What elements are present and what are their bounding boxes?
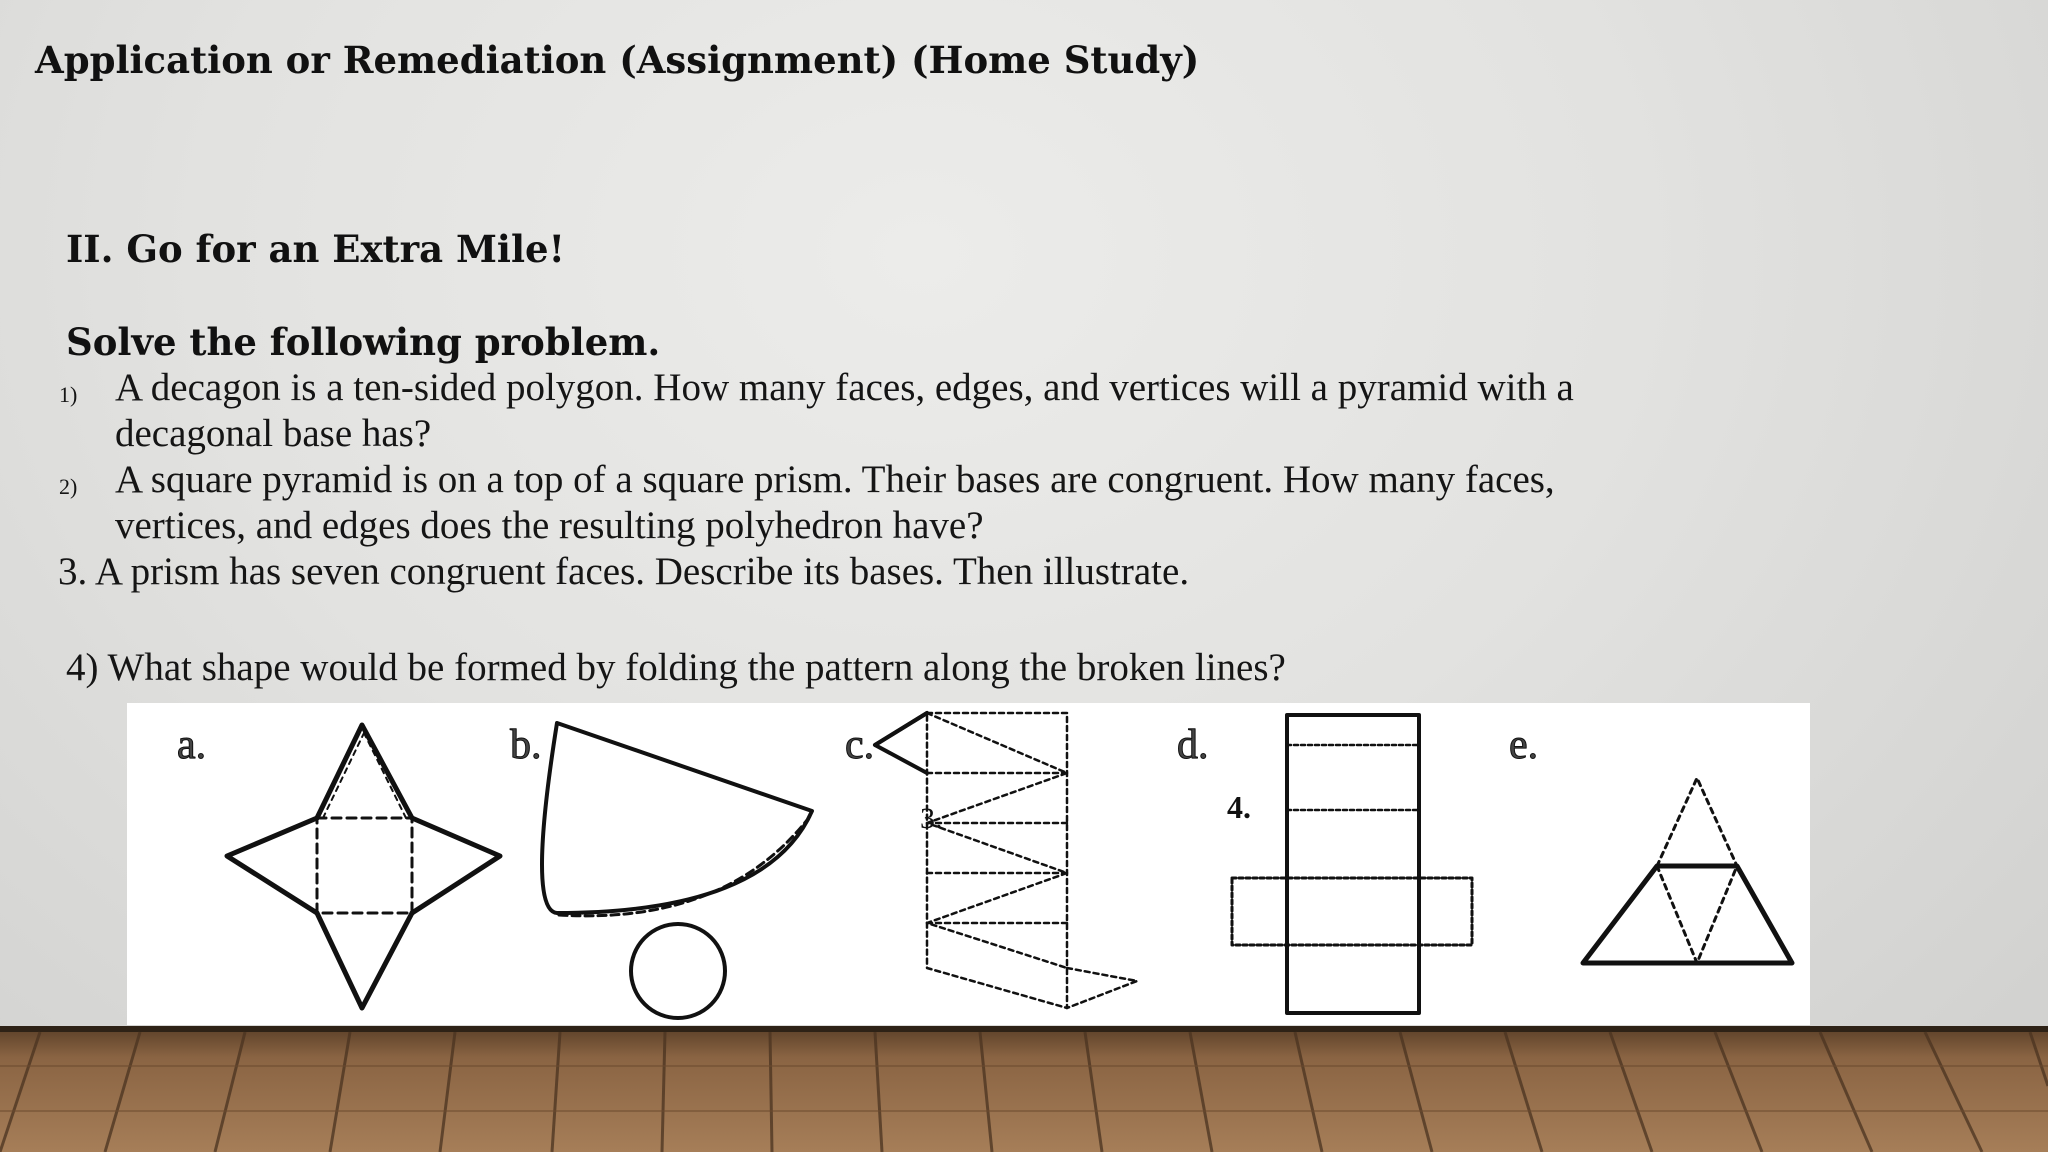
wood-floor: [0, 1026, 2048, 1152]
problem-4: 4) What shape would be formed by folding the pattern along the broken lines?: [66, 646, 1286, 689]
cone-net: [542, 723, 812, 1018]
nets-drawing: [127, 703, 1810, 1025]
slide-title: Application or Remediation (Assignment) (Home Study): [35, 38, 1200, 82]
rectangular-prism-net: [1232, 715, 1472, 1013]
label-d: d.: [1177, 722, 1209, 768]
problem-1-line-1: A decagon is a ten-sided polygon. How many faces, edges, and vertices will a pyramid with a: [115, 366, 1574, 409]
problem-1-line-2: decagonal base has?: [115, 412, 432, 455]
label-e: e.: [1509, 722, 1539, 768]
problem-1-number: 1): [59, 382, 78, 407]
section-heading: II. Go for an Extra Mile!: [66, 227, 565, 271]
problem-2-number: 2): [59, 474, 78, 499]
problem-3: 3. A prism has seven congruent faces. Describe its bases. Then illustrate.: [58, 550, 1190, 593]
tetrahedron-net: [1583, 778, 1792, 963]
instruction: Solve the following problem.: [66, 320, 661, 364]
label-a: a.: [177, 722, 207, 768]
problem-2-line-2: vertices, and edges does the resulting polyhedron have?: [115, 504, 984, 547]
nets-figure: [127, 703, 1810, 1025]
problem-2-line-1: A square pyramid is on a top of a square prism. Their bases are congruent. How many faces,: [115, 458, 1555, 501]
square-pyramid-net: [227, 725, 500, 1008]
label-b: b.: [510, 722, 542, 768]
label-c: c.: [845, 722, 875, 768]
side-mark-3: 3.: [920, 802, 943, 835]
triangle-strip-net: [875, 713, 1137, 1008]
side-mark-4: 4.: [1227, 789, 1251, 825]
